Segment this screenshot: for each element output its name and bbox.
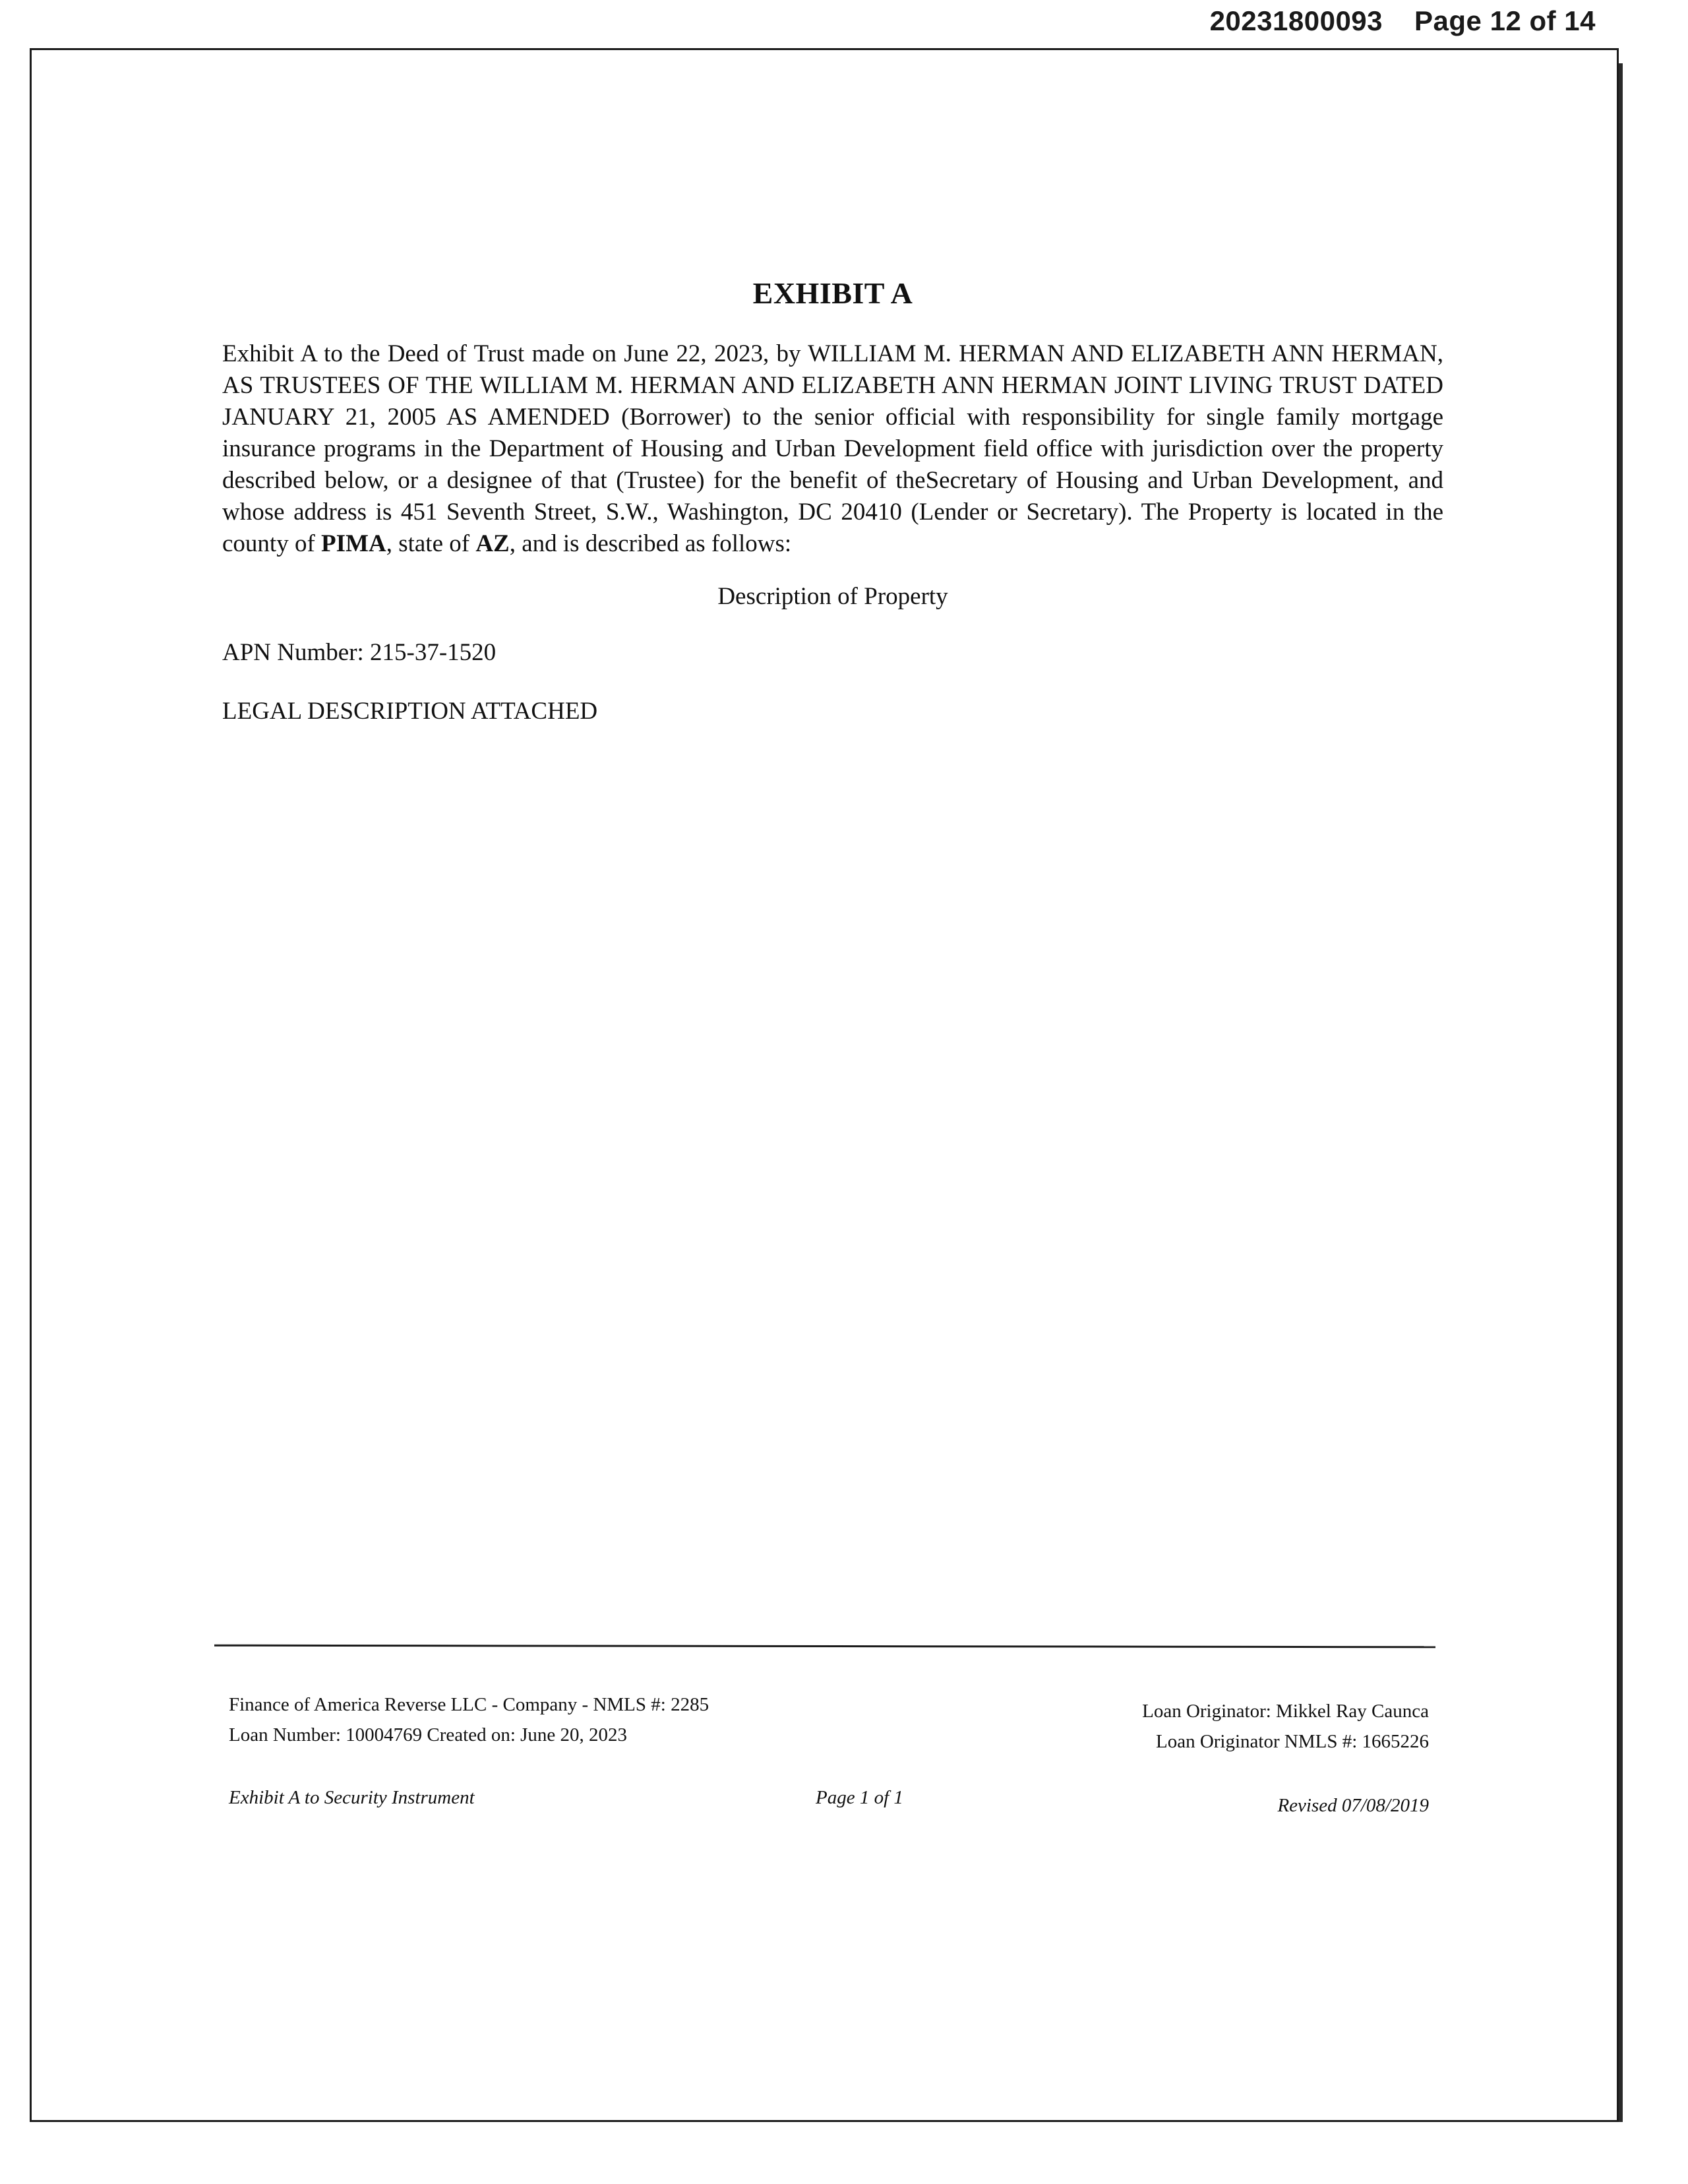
intro-paragraph — [222, 338, 1443, 560]
loan-line: Loan Number: 10004769 Created on: June 20, 2023 — [229, 1724, 628, 1745]
legal-description: LEGAL DESCRIPTION ATTACHED — [222, 698, 598, 725]
intro-text: , state of — [386, 530, 476, 557]
document-body — [222, 276, 1443, 725]
company-line: Finance of America Reverse LLC - Company - NMLS #: 2285 — [229, 1694, 709, 1715]
page-counter: Page 12 of 14 — [1414, 5, 1596, 36]
county-name: PIMA — [321, 530, 386, 557]
exhibit-title: EXHIBIT A — [752, 276, 913, 310]
description-heading: Description of Property — [717, 583, 948, 610]
recording-stamp — [1210, 5, 1596, 37]
form-name: Exhibit A to Security Instrument — [229, 1787, 475, 1808]
page-border-shadow — [1619, 63, 1623, 2122]
originator-line: Loan Originator: Mikkel Ray Caunca — [1142, 1701, 1429, 1722]
revision-date: Revised 07/08/2019 — [1277, 1795, 1429, 1816]
originator-nmls-line: Loan Originator NMLS #: 1665226 — [1155, 1731, 1429, 1752]
intro-text: Exhibit A to the Deed of Trust made on June 22, 2023, by WILLIAM M. HERMAN AND ELIZABETH ANN HERMAN, AS TRUSTEES OF THE WILLIAM M. HERMAN AND ELIZABETH ANN HERMAN JOINT LIVING TRUST DATED JANUARY 21, 2005 AS AMENDED (Borrower) to the senior official with responsibility for single family mortgage insurance programs in the Department of Housing and Urban Development field office with jurisdiction over the property described below, or a designee of that (Trustee) for the benefit of theSecretary of Housing and Urban Development, and whose address is 451 Seventh Street, S.W., Washington, DC 20410 (Lender or Secretary). The Property is located in the county of — [222, 340, 1443, 557]
state-name: AZ — [475, 530, 510, 557]
form-page-number: Page 1 of 1 — [816, 1787, 903, 1808]
footer-right-block — [1142, 1696, 1429, 1757]
document-number: 20231800093 — [1209, 5, 1383, 36]
intro-text: , and is described as follows: — [509, 530, 792, 557]
apn-number: APN Number: 215-37-1520 — [222, 639, 497, 666]
footer-left-block — [229, 1689, 709, 1750]
